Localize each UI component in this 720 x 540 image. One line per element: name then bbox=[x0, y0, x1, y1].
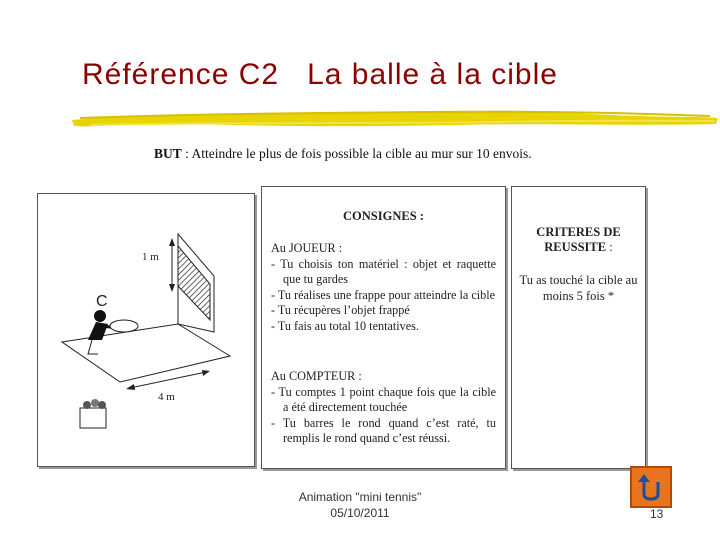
list-item: - Tu comptes 1 point chaque fois que la cible a été directement touchée bbox=[271, 384, 496, 414]
footer-title: Animation "mini tennis" bbox=[298, 490, 422, 504]
consignes-title: CONSIGNES : bbox=[343, 209, 424, 223]
compteur-section bbox=[271, 369, 496, 447]
criteres-title bbox=[512, 225, 645, 255]
list-item: - Tu réalises une frappe pour atteindre la cible bbox=[271, 287, 496, 302]
player-letter: C bbox=[96, 293, 108, 310]
criteres-title-text: CRITERES DE REUSSITE bbox=[536, 225, 621, 254]
footer-date: 05/10/2011 bbox=[330, 506, 390, 520]
criteres-panel bbox=[511, 186, 646, 469]
joueur-section bbox=[271, 241, 496, 334]
goal-text: : Atteindre le plus de fois possible la cible au mur sur 10 envois. bbox=[181, 146, 532, 161]
criteres-text: Tu as touché la cible au moins 5 fois * bbox=[519, 273, 638, 303]
height-label: 1 m bbox=[142, 251, 159, 263]
return-button[interactable] bbox=[630, 466, 672, 508]
footer bbox=[260, 489, 460, 521]
consignes-panel bbox=[261, 186, 506, 469]
compteur-heading: Au COMPTEUR : bbox=[271, 369, 362, 383]
list-item: - Tu barres le rond quand c’est raté, tu remplis le rond quand c’est réussi. bbox=[271, 415, 496, 445]
goal-statement bbox=[154, 146, 532, 162]
illustration-panel bbox=[37, 193, 255, 467]
joueur-heading: Au JOUEUR : bbox=[271, 241, 343, 255]
criteres-title-suffix: : bbox=[606, 240, 613, 254]
distance-label: 4 m bbox=[158, 391, 175, 403]
list-item: - Tu fais au total 10 tentatives. bbox=[271, 318, 419, 333]
return-arrow-icon bbox=[632, 468, 670, 506]
page-number: 13 bbox=[650, 507, 664, 521]
goal-label: BUT bbox=[154, 146, 182, 161]
game-setup-illustration bbox=[38, 194, 254, 466]
title-underline-brush bbox=[70, 104, 720, 134]
list-item: - Tu choisis ton matériel : objet et raquette que tu gardes bbox=[271, 256, 496, 286]
list-item: - Tu récupères l’objet frappé bbox=[271, 303, 410, 317]
slide-title: Référence C2 La balle à la cible bbox=[82, 58, 558, 91]
